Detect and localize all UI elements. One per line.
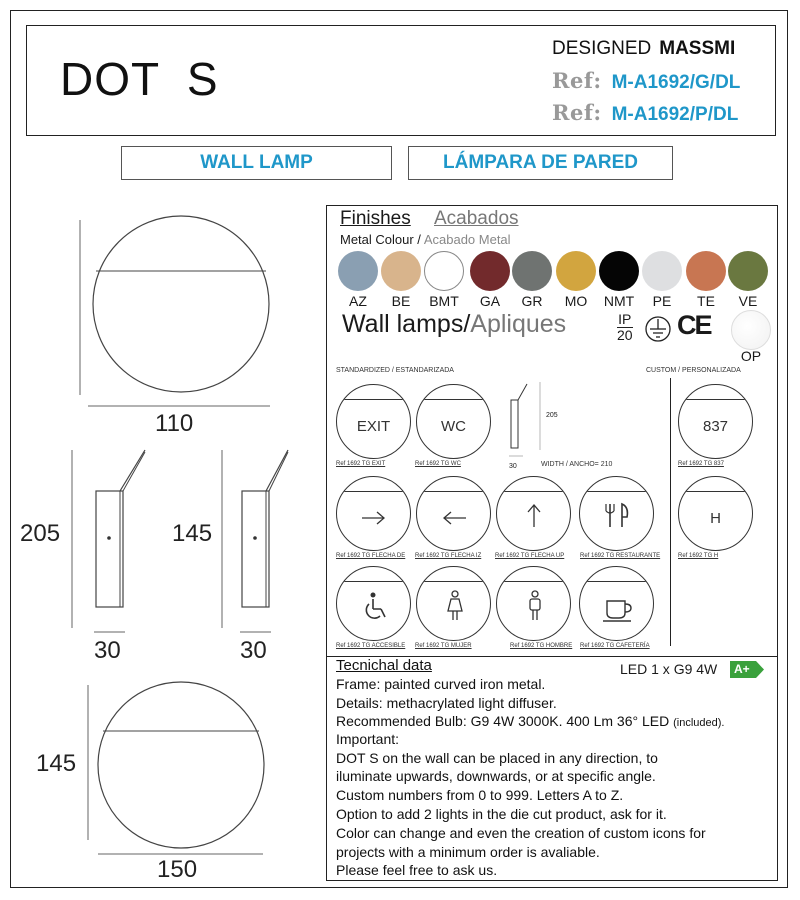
swatch-mo bbox=[556, 251, 596, 291]
ref-label: Ref: bbox=[552, 100, 602, 125]
dim-front-small-width: 110 bbox=[155, 410, 194, 437]
standardized-label: STANDARDIZED / ESTANDARIZADA bbox=[336, 367, 454, 374]
sign-arrow-up bbox=[496, 476, 571, 551]
metal-colour-en: Metal Colour / bbox=[340, 232, 421, 247]
ce-mark: CE bbox=[677, 310, 711, 340]
wall-lamps-en: Wall lamps bbox=[342, 310, 464, 338]
dim-side-height-2: 145 bbox=[172, 520, 213, 547]
tech-line-frame: Frame: painted curved iron metal. bbox=[336, 676, 546, 692]
tech-line-6: Custom numbers from 0 to 999. Letters A to Z. bbox=[336, 787, 624, 803]
sign-exit-text: EXIT bbox=[356, 418, 391, 435]
sign-side-profile bbox=[505, 380, 545, 460]
swatch-label-mo: MO bbox=[564, 293, 588, 309]
dim-front-large-width: 150 bbox=[157, 856, 198, 883]
sign-h bbox=[678, 476, 753, 551]
wall-lamps-slash: / bbox=[463, 310, 471, 338]
sign-side-depth: 30 bbox=[509, 463, 517, 470]
ip-value: 20 bbox=[617, 327, 633, 343]
wall-lamp-label-es: LÁMPARA DE PARED bbox=[408, 146, 673, 180]
metal-colour-es: Acabado Metal bbox=[423, 232, 511, 247]
tech-line-7: Option to add 2 lights in the die cut product, ask for it. bbox=[336, 806, 667, 822]
ref-flecha-de: Ref 1692 TG FLECHA DE bbox=[336, 553, 406, 559]
swatch-label-az: AZ bbox=[349, 293, 367, 309]
arrow-left-icon bbox=[438, 502, 470, 534]
swatch-label-ga: GA bbox=[479, 293, 501, 309]
tech-line-8: Color can change and even the creation of custom icons for bbox=[336, 825, 706, 841]
ip-label: IP bbox=[618, 311, 632, 327]
wall-lamp-label-en: WALL LAMP bbox=[121, 146, 392, 180]
swatch-label-te: TE bbox=[697, 293, 715, 309]
swatch-pe bbox=[642, 251, 682, 291]
dim-front-large-height: 145 bbox=[36, 750, 77, 777]
ref-value-p: M-A1692/P/DL bbox=[611, 104, 739, 125]
ref-exit: Ref 1692 TG EXIT bbox=[336, 461, 386, 467]
sign-width-label: WIDTH / ANCHO= 210 bbox=[541, 461, 613, 468]
ref-mujer: Ref 1692 TG MUJER bbox=[415, 643, 472, 649]
finishes-title-es: Acabados bbox=[434, 208, 519, 229]
dim-side-depth-1: 30 bbox=[94, 637, 121, 664]
ground-class-icon bbox=[644, 314, 674, 344]
swatch-az bbox=[338, 251, 378, 291]
swatch-label-ve: VE bbox=[738, 293, 758, 309]
swatch-gr bbox=[512, 251, 552, 291]
sign-exit bbox=[336, 384, 411, 459]
tech-line-10: Please feel free to ask us. bbox=[336, 862, 498, 878]
ref-h: Ref 1692 TG H bbox=[678, 553, 719, 559]
designer-name: MASSMI bbox=[659, 38, 736, 59]
metal-colour-label bbox=[340, 232, 511, 247]
tech-line-bulb bbox=[336, 713, 724, 729]
arrow-right-icon bbox=[358, 502, 390, 534]
swatch-op-label: OP bbox=[740, 348, 762, 364]
tech-line-details: Details: methacrylated light diffuser. bbox=[336, 695, 557, 711]
custom-label: CUSTOM / PERSONALIZADA bbox=[646, 367, 741, 374]
sign-h-text: H bbox=[710, 510, 721, 527]
swatch-label-bmt: BMT bbox=[429, 293, 459, 309]
ref-hombre: Ref 1692 TG HOMBRE bbox=[510, 643, 573, 649]
ref-row-1 bbox=[552, 68, 740, 94]
tech-included: (included). bbox=[673, 717, 725, 729]
tech-line-5: iluminate upwards, downwards, or at specific angle. bbox=[336, 768, 656, 784]
sign-man bbox=[496, 566, 571, 641]
ref-restaurante: Ref 1692 TG RESTAURANTE bbox=[580, 553, 661, 559]
sign-accessible bbox=[336, 566, 411, 641]
dim-side-height-1: 205 bbox=[20, 520, 61, 547]
swatch-label-nmt: NMT bbox=[603, 293, 635, 309]
product-title: DOT S bbox=[60, 53, 219, 105]
tech-line-4: DOT S on the wall can be placed in any direction, to bbox=[336, 750, 658, 766]
fork-knife-icon bbox=[602, 499, 634, 531]
tech-line-important: Important: bbox=[336, 731, 400, 747]
sign-wc-text: WC bbox=[441, 418, 466, 435]
ref-flecha-iz: Ref 1692 TG FLECHA IZ bbox=[415, 553, 482, 559]
arrow-up-icon bbox=[518, 499, 550, 531]
ref-wc: Ref 1692 TG WC bbox=[415, 461, 461, 467]
swatch-label-gr: GR bbox=[521, 293, 543, 309]
sign-837-text: 837 bbox=[702, 418, 729, 435]
man-icon bbox=[519, 589, 551, 623]
swatch-bmt bbox=[424, 251, 464, 291]
section-divider bbox=[670, 378, 671, 646]
swatch-be bbox=[381, 251, 421, 291]
swatch-nmt bbox=[599, 251, 639, 291]
ref-value-g: M-A1692/G/DL bbox=[611, 72, 741, 93]
swatch-ga bbox=[470, 251, 510, 291]
sign-arrow-right bbox=[336, 476, 411, 551]
sign-woman bbox=[416, 566, 491, 641]
tech-line-9: projects with a minimum order is avaliable. bbox=[336, 844, 600, 860]
tech-title: Tecnichal data bbox=[336, 657, 432, 674]
wheelchair-icon bbox=[359, 591, 391, 623]
coffee-cup-icon bbox=[600, 595, 636, 625]
sign-cafeteria bbox=[579, 566, 654, 641]
designed-label: DESIGNED bbox=[552, 38, 652, 59]
ip20-icon bbox=[617, 312, 633, 343]
ref-cafeteria: Ref 1692 TG CAFETERÍA bbox=[580, 643, 650, 649]
wall-lamps-heading bbox=[342, 310, 566, 339]
swatch-op bbox=[731, 310, 771, 350]
swatch-label-be: BE bbox=[391, 293, 411, 309]
swatch-label-pe: PE bbox=[652, 293, 672, 309]
swatch-te bbox=[686, 251, 726, 291]
tech-bulb-text: Recommended Bulb: G9 4W 3000K. 400 Lm 36° LED bbox=[336, 713, 670, 729]
ref-flecha-up: Ref 1692 TG FLECHA UP bbox=[495, 553, 565, 559]
woman-icon bbox=[439, 589, 471, 623]
sign-wc bbox=[416, 384, 491, 459]
energy-label bbox=[730, 661, 764, 678]
sign-837 bbox=[678, 384, 753, 459]
ref-837: Ref 1692 TG 837 bbox=[678, 461, 724, 467]
sign-arrow-left bbox=[416, 476, 491, 551]
sign-restaurant bbox=[579, 476, 654, 551]
sign-side-height: 205 bbox=[546, 412, 558, 419]
ref-accesible: Ref 1692 TG ACCESIBLE bbox=[336, 643, 406, 649]
ref-row-2 bbox=[552, 100, 738, 126]
led-spec: LED 1 x G9 4W bbox=[620, 661, 718, 677]
energy-class: A+ bbox=[734, 662, 750, 676]
wall-lamps-es: Apliques bbox=[470, 310, 567, 338]
dim-side-depth-2: 30 bbox=[240, 637, 267, 664]
finishes-title: Finishes bbox=[340, 208, 411, 229]
ref-label: Ref: bbox=[552, 68, 602, 93]
designed-by bbox=[552, 38, 735, 60]
swatch-ve bbox=[728, 251, 768, 291]
